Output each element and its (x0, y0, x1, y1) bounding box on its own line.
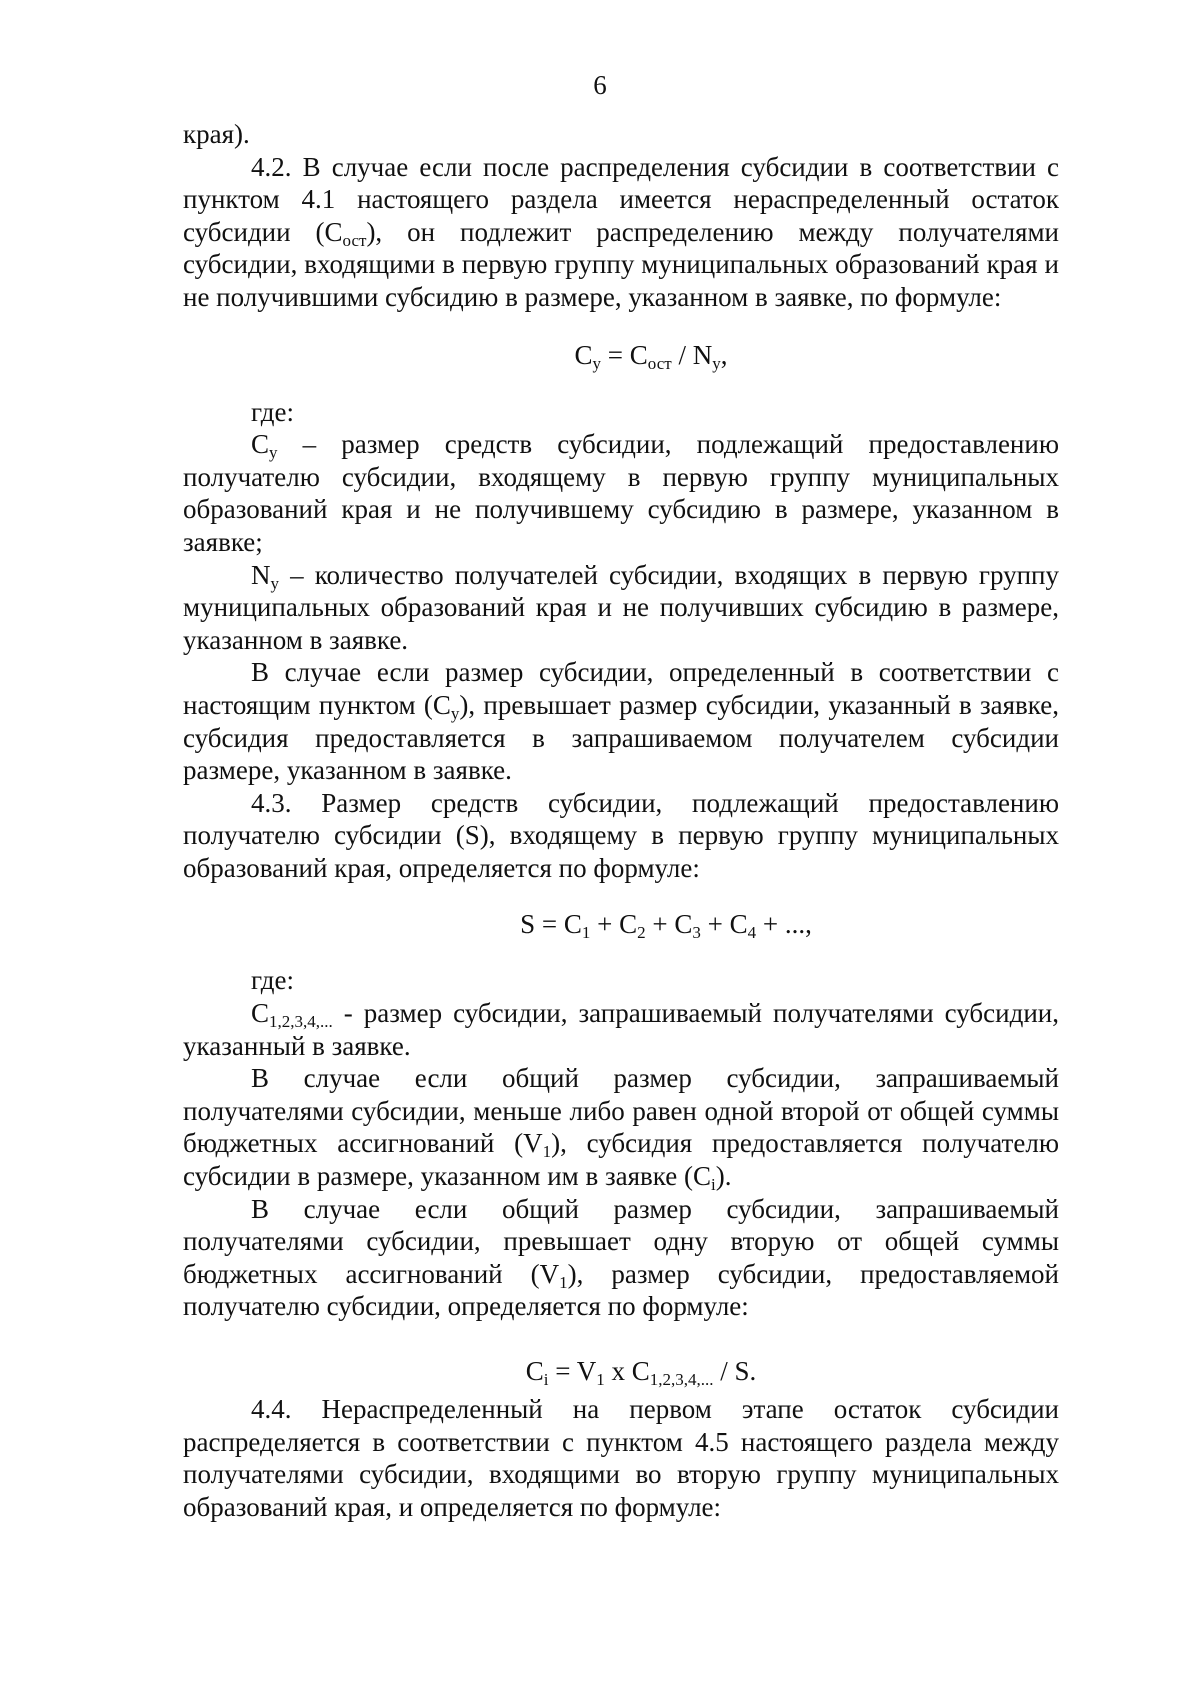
paragraph-case-exceeds (183, 656, 1059, 786)
paragraph-continuation: края). (183, 119, 250, 149)
definition-cy (183, 428, 1059, 558)
where-label: где: (251, 965, 294, 996)
formula-part: / S. (713, 1356, 757, 1386)
subscript: 3 (692, 923, 701, 943)
subscript: у (592, 353, 602, 373)
subscript: 2 (637, 923, 646, 943)
text-span: С (251, 998, 270, 1029)
formula-part: = V (548, 1356, 597, 1386)
text-span: В случае если размер субсидии, определенный в соответствии с настоящим пунктом (С (183, 657, 1059, 720)
document-body (183, 118, 1059, 1523)
formula-part: + С (590, 909, 638, 940)
text-span: В случае если общий размер субсидии, запрашиваемый получателями субсидии, меньше либо равен одной второй от общей суммы бюджетных ассигнований (V (183, 1063, 1059, 1159)
text-span: ). (715, 1161, 732, 1192)
subscript: ост (647, 353, 672, 373)
text-span: С (251, 429, 270, 460)
paragraph-4-2 (183, 151, 1059, 314)
definition-c1234 (183, 997, 1059, 1062)
formula-part: + ..., (756, 909, 812, 940)
subscript: 1 (596, 1370, 605, 1389)
subscript: 1 (542, 1142, 552, 1162)
definition-ny (183, 559, 1059, 657)
formula-part: + С (700, 909, 748, 940)
formula-part: С (574, 339, 593, 370)
subscript: 1,2,3,4,... (269, 1012, 333, 1032)
paragraph-4-4: 4.4. Нераспределенный на первом этапе остаток субсидии распределяется в соответствии с пунктом 4.5 настоящего раздела между получателями субсидии, входящими во вторую группу муниципальных образований края, и определяется по формуле: (183, 1394, 1059, 1522)
subscript: у (450, 703, 460, 723)
formula-part: С (525, 1356, 544, 1386)
text-span: 4.2. В случае если после распределения субсидии в соответствии с пунктом 4.1 настоящего раздела имеется нераспределенный остаток субсидии (С (183, 151, 1059, 247)
subscript: i (543, 1370, 549, 1389)
formula-part: = С (601, 339, 648, 370)
text-span: ), он подлежит распределению между получателями субсидии, входящими в первую группу муниципальных образований края и не получившими субсидию в размере, указанном в заявке, по формуле: (183, 216, 1060, 312)
text-span: – размер средств субсидии, подлежащий предоставлению получателю субсидии, входящему в первую группу муниципальных образований края и не получившему субсидию в размере, указанном в заявке; (183, 429, 1059, 557)
text-span: ), превышает размер субсидии, указанный в заявке, субсидия предоставляется в запрашиваемом получателем субсидии размере, указанном в заявке. (183, 689, 1059, 786)
subscript: 1 (581, 923, 591, 943)
text-span: ), размер субсидии, предоставляемой получателю субсидии, определяется по формуле: (183, 1258, 1060, 1322)
subscript: 1 (559, 1272, 568, 1292)
subscript: 4 (747, 923, 757, 943)
paragraph-case-exceeds-half (183, 1193, 1059, 1323)
text-span: N (251, 559, 271, 590)
formula-s (183, 884, 1059, 964)
page-number: 6 (593, 70, 607, 100)
formula-part: / N (671, 339, 713, 370)
subscript: у (269, 443, 278, 463)
formula-part: S = С (520, 909, 582, 940)
text-span: ), субсидия предоставляется получателю субсидии в размере, указанном им в заявке (С (183, 1128, 1059, 1192)
formula-cy (183, 314, 1059, 396)
paragraph-4-3: 4.3. Размер средств субсидии, подлежащий предоставлению получателю субсидии (S), входящему в первую группу муниципальных образований края, определяется по формуле: (183, 787, 1059, 883)
formula-part: x С (604, 1356, 650, 1386)
text-span: В случае если общий размер субсидии, запрашиваемый получателями субсидии, превышает одну вторую от общей суммы бюджетных ассигнований (V (183, 1193, 1059, 1289)
text-span: - размер субсидии, запрашиваемый получателями субсидии, указанный в заявке. (183, 998, 1059, 1061)
text-span: – количество получателей субсидии, входящих в первую группу муниципальных образований края и не получивших субсидию в размере, указанном в заявке. (183, 559, 1059, 655)
formula-part: , (720, 339, 728, 370)
subscript: у (712, 353, 721, 373)
formula-part: + С (645, 909, 693, 940)
subscript: 1,2,3,4,... (649, 1370, 714, 1389)
formula-ci (183, 1323, 1059, 1393)
where-label: где: (251, 396, 294, 427)
subscript: у (270, 573, 279, 593)
subscript: ост (342, 230, 367, 250)
paragraph-case-less-equal (183, 1062, 1059, 1195)
subscript: i (711, 1175, 716, 1195)
